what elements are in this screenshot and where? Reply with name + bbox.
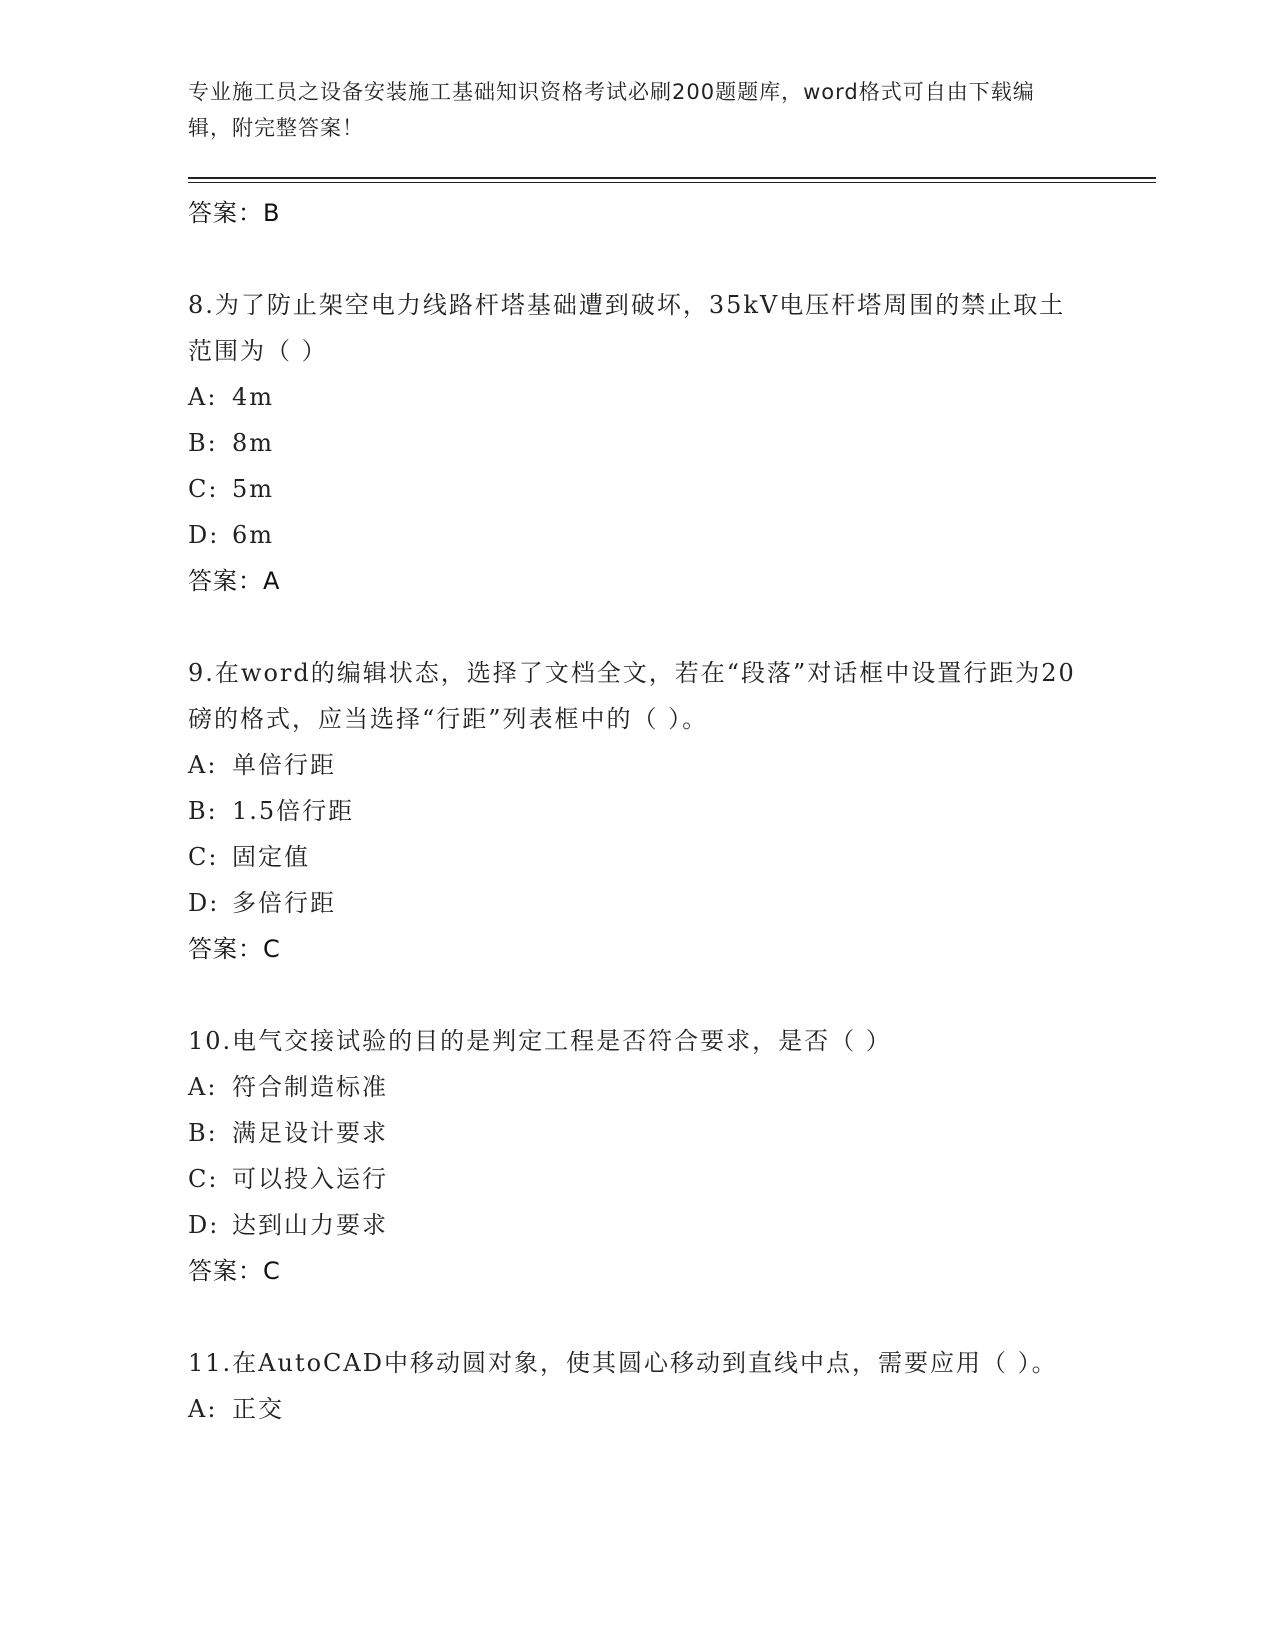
spacer <box>188 972 1078 1018</box>
option-text: 8m <box>232 429 275 457</box>
option-text: 4m <box>232 383 275 411</box>
option-item <box>188 742 1078 788</box>
option-text: 固定值 <box>232 843 310 871</box>
option-text: 达到山力要求 <box>232 1211 388 1239</box>
document-header: 专业施工员之设备安装施工基础知识资格考试必刷200题题库，word格式可自由下载编辑，附完整答案！ <box>188 80 1035 140</box>
option-text: 可以投入运行 <box>232 1165 388 1193</box>
option-text: 符合制造标准 <box>232 1073 388 1101</box>
option-letter: A: <box>188 383 218 411</box>
option-text: 单倍行距 <box>232 751 336 779</box>
option-letter: D: <box>188 521 220 549</box>
spacer <box>188 236 1078 282</box>
question-text: 9.在word的编辑状态，选择了文档全文，若在“段落”对话框中设置行距为20磅的格式，应当选择“行距”列表框中的（ ）。 <box>188 659 1076 733</box>
answer-line: 答案：C <box>188 1257 281 1285</box>
option-letter: A: <box>188 1395 218 1423</box>
option-item <box>188 1156 1078 1202</box>
option-item <box>188 1386 1078 1432</box>
answer-line: 答案：A <box>188 567 281 595</box>
option-letter: A: <box>188 751 218 779</box>
answer-line: 答案：B <box>188 199 281 227</box>
option-letter: C: <box>188 843 219 871</box>
option-text: 满足设计要求 <box>232 1119 388 1147</box>
option-text: 正交 <box>232 1395 284 1423</box>
option-item <box>188 1110 1078 1156</box>
answer-line: 答案：C <box>188 935 281 963</box>
option-text: 5m <box>232 475 275 503</box>
spacer <box>188 604 1078 650</box>
option-letter: A: <box>188 1073 218 1101</box>
header-divider-thick <box>188 177 1156 179</box>
option-letter: D: <box>188 1211 220 1239</box>
option-letter: D: <box>188 889 220 917</box>
option-text: 6m <box>232 521 275 549</box>
document-body <box>188 190 1078 1432</box>
option-letter: C: <box>188 475 219 503</box>
option-text: 1.5倍行距 <box>232 797 355 825</box>
option-letter: C: <box>188 1165 219 1193</box>
header-divider-thin <box>188 182 1156 183</box>
option-letter: B: <box>188 797 218 825</box>
option-item <box>188 512 1078 558</box>
spacer <box>188 1294 1078 1340</box>
option-item <box>188 466 1078 512</box>
question-text: 10.电气交接试验的目的是判定工程是否符合要求，是否（ ） <box>188 1027 892 1055</box>
option-item <box>188 420 1078 466</box>
option-item <box>188 880 1078 926</box>
option-letter: B: <box>188 429 218 457</box>
option-text: 多倍行距 <box>232 889 336 917</box>
option-item <box>188 1064 1078 1110</box>
question-text: 8.为了防止架空电力线路杆塔基础遭到破坏，35kV电压杆塔周围的禁止取土范围为（ ） <box>188 291 1066 365</box>
option-item <box>188 834 1078 880</box>
option-item <box>188 788 1078 834</box>
question-text: 11.在AutoCAD中移动圆对象，使其圆心移动到直线中点，需要应用（ ）。 <box>188 1349 1058 1377</box>
option-letter: B: <box>188 1119 218 1147</box>
option-item <box>188 374 1078 420</box>
option-item <box>188 1202 1078 1248</box>
